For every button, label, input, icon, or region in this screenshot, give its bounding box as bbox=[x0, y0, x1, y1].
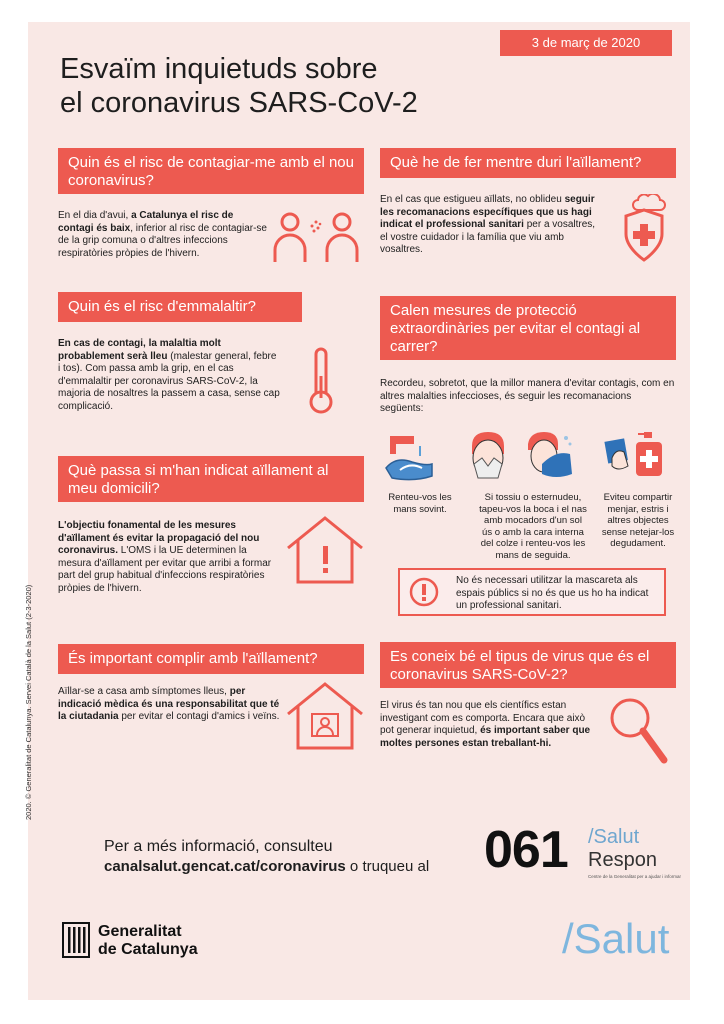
text-aillament-domicili: L'objectiu fonamental de les mesures d'aïllament és evitar la propagació del nou coronavirus. L'OMS i la UE determinen la mesura d'aïllament per evitar que arribi a formar part del grup habitual d'infeccions respiratòries pròpies de l'hivern. bbox=[58, 520, 272, 594]
mask-alert-box bbox=[398, 568, 666, 616]
thermometer-icon bbox=[306, 346, 336, 416]
house-alert-icon bbox=[284, 514, 366, 586]
footer-link-line: canalsalut.gencat.cat/coronavirus o truqueu al bbox=[104, 858, 430, 875]
tip-hands: Renteu-vos les mans sovint. bbox=[388, 492, 452, 515]
coronavirus-link[interactable]: canalsalut.gencat.cat/coronavirus bbox=[104, 858, 346, 875]
text-emmalaltir: En cas de contagi, la malaltia molt probablement serà lleu (malestar general, febre i tos). Com passa amb la grip, en el cas d'emmalaltir per coronavirus SARS-CoV-2, la majoria de nosaltres la passem a casa, sense cap complicació. bbox=[58, 338, 280, 412]
heading-aillament-domicili: Què passa si m'han indicat aïllament al meu domicili? bbox=[58, 456, 364, 502]
tip-share: Eviteu compartir menjar, estris i altres objectes sense netejar-los degudament. bbox=[601, 492, 675, 549]
phone-061: 061 bbox=[484, 821, 568, 879]
vertical-credit: 2020. © Generalitat de Catalunya. Servei Català de la Salut (2-3-2020) bbox=[24, 584, 33, 820]
text-durant: En el cas que estigueu aïllats, no oblideu seguir les recomanacions específiques que us hagi indicat el professional sanitari per a vosaltres, el vostre cuidador i la família que viu amb vosaltres. bbox=[380, 194, 596, 255]
page-title: Esvaïm inquietuds sobre el coronavirus SARS-CoV-2 bbox=[60, 53, 418, 119]
text-virus: El virus és tan nou que els científics estan investigant com es comporta. Encara que això pot generar inquietud, és important saber que moltes persones estan treballant-hi. bbox=[380, 700, 591, 749]
magnifier-icon bbox=[606, 694, 670, 766]
generalitat-emblem-icon bbox=[62, 922, 90, 958]
salut-logo: /Salut bbox=[562, 915, 670, 962]
people-icon bbox=[272, 208, 364, 264]
heading-complir: És important complir amb l'aïllament? bbox=[58, 644, 364, 674]
hand-washing-icon bbox=[380, 428, 436, 484]
house-person-icon bbox=[284, 680, 366, 752]
salut-respon-logo-respon: Respon bbox=[588, 849, 657, 871]
text-contagi: En el dia d'avui, a Catalunya el risc de contagi és baix, inferior al risc de contagiar-se de la grip comuna o d'altres infeccions respiratòries pròpies de l'hivern. bbox=[58, 210, 267, 259]
heading-mesures: Calen mesures de protecció extraordinàries per evitar el contagi al carrer? bbox=[380, 296, 676, 360]
tip-cough: Si tossiu o esternudeu, tapeu-vos la boca i el nas amb mocadors d'un sol ús o amb la cara interna del colze i renteu-vos les mans de seguida. bbox=[479, 492, 587, 561]
heading-virus: Es coneix bé el tipus de virus que és el coronavirus SARS-CoV-2? bbox=[380, 642, 676, 688]
heading-durant: Què he de fer mentre duri l'aïllament? bbox=[380, 148, 676, 178]
text-mesures-intro: Recordeu, sobretot, que la millor manera d'evitar contagis, com en altres malalties infeccioses, és seguir les recomanacions següents: bbox=[380, 378, 675, 414]
cough-elbow-icon bbox=[520, 428, 576, 484]
generalitat-logo-text: Generalitat de Catalunya bbox=[98, 923, 198, 958]
shield-cross-icon bbox=[604, 194, 676, 266]
date-badge: 3 de març de 2020 bbox=[500, 30, 672, 56]
salut-respon-logo-salut: /Salut bbox=[588, 826, 640, 848]
heading-emmalaltir: Quin és el risc d'emmalaltir? bbox=[58, 292, 302, 322]
mask-alert-text: No és necessari utilitzar la mascareta als espais públics si no és que us ho ha indicat un professional sanitari. bbox=[456, 575, 649, 611]
text-complir: Aïllar-se a casa amb símptomes lleus, per indicació mèdica és una responsabilitat que té la ciutadania per evitar el contagi d'amics i veïns. bbox=[58, 686, 280, 722]
footer-info: Per a més informació, consulteu bbox=[104, 838, 333, 855]
alert-circle-icon bbox=[408, 576, 440, 608]
sneeze-icon bbox=[460, 428, 516, 484]
cleaning-icon bbox=[602, 428, 668, 484]
heading-contagi: Quin és el risc de contagiar-me amb el nou coronavirus? bbox=[58, 148, 364, 194]
salut-respon-tagline: Centre de la Generalitat per a ajudar i informar bbox=[588, 874, 682, 879]
